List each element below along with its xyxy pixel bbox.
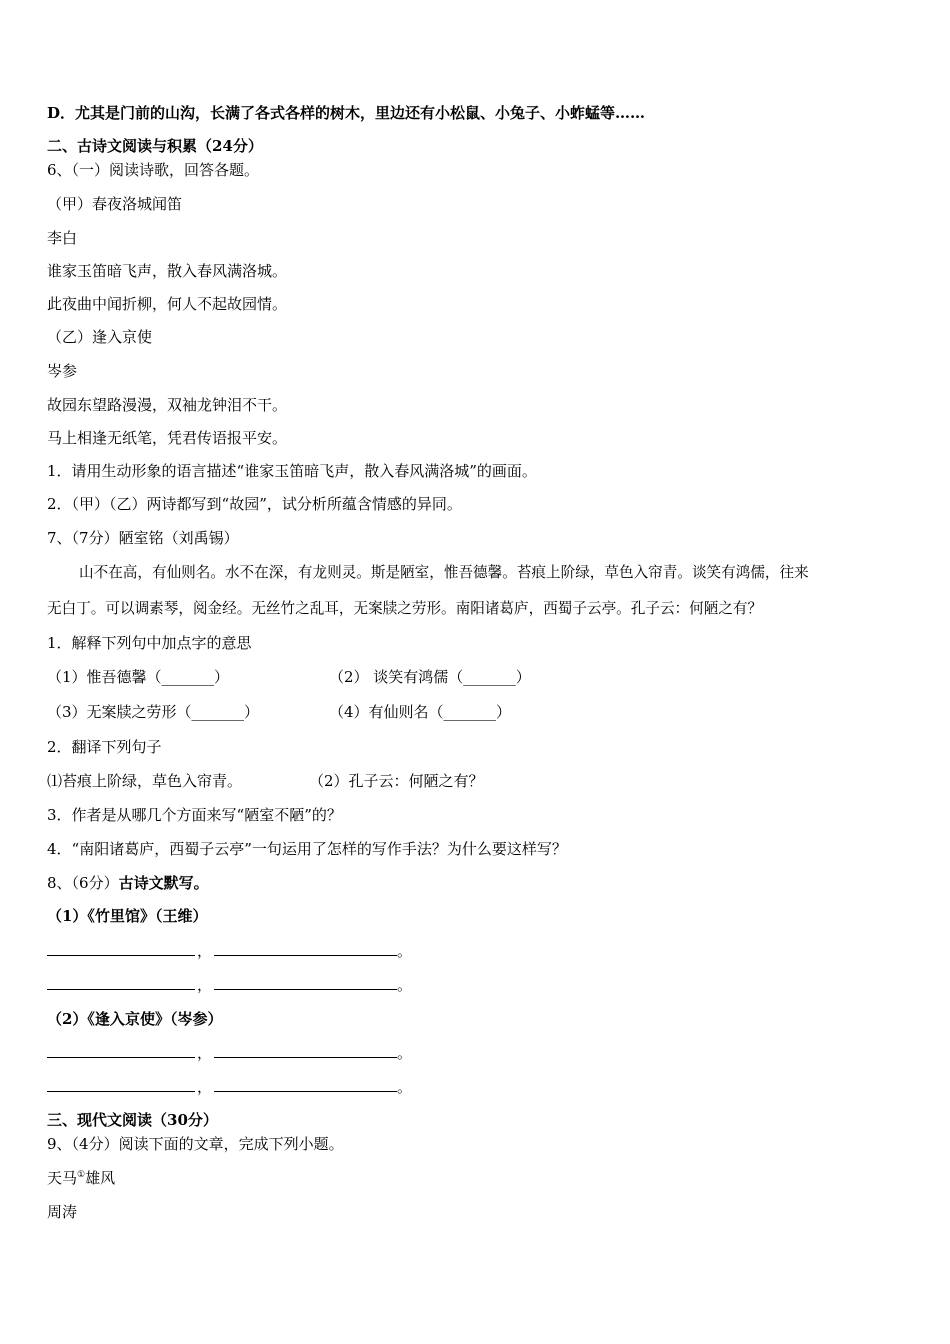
q7-q4: 4．“南阳诸葛庐，西蜀子云亭”一句运用了怎样的写作手法？为什么要这样写？	[47, 840, 567, 858]
q9-intro: 9、（4分）阅读下面的文章，完成下列小题。	[47, 1135, 344, 1153]
q7-intro: 7、（7分）陋室铭（刘禹锡）	[47, 529, 239, 547]
poem-a-author: 李白	[47, 229, 78, 247]
q8-part-2-blank-row-2	[47, 1077, 910, 1097]
answer-blank[interactable]	[47, 1045, 195, 1058]
answer-blank[interactable]	[47, 1079, 195, 1092]
q8-intro-prefix: 8、（6分）	[47, 874, 119, 892]
answer-blank[interactable]	[47, 977, 195, 990]
q7-q1-item-1: （1）惟吾德馨（_______）	[47, 668, 230, 686]
answer-blank[interactable]	[214, 1045, 397, 1058]
q6-question-2: 2．（甲）（乙）两诗都写到“故园”，试分析所蕴含情感的异同。	[47, 495, 462, 513]
period: 。	[397, 1078, 413, 1096]
poem-a-line-2: 此夜曲中闻折柳，何人不起故园情。	[47, 295, 288, 313]
q6-question-1: 1．请用生动形象的语言描述“谁家玉笛暗飞声，散入春风满洛城”的画面。	[47, 462, 537, 480]
q8-part-1-blank-row-1	[47, 941, 910, 961]
section3-title: 三、现代文阅读（30分）	[47, 1111, 218, 1129]
article-title-end: 雄风	[85, 1169, 116, 1187]
footnote-marker: ①	[77, 1170, 86, 1180]
q5-option-d: D．尤其是门前的山沟，长满了各式各样的树木，里边还有小松鼠、小兔子、小蚱蜢等……	[47, 104, 646, 122]
article-author: 周涛	[47, 1203, 78, 1221]
poem-a-title: （甲）春夜洛城闻笛	[47, 195, 183, 213]
period: 。	[397, 1044, 413, 1062]
comma: ，	[197, 942, 213, 960]
answer-blank[interactable]	[214, 1079, 397, 1092]
comma: ，	[197, 976, 213, 994]
q7-q1-item-4: （4）有仙则名（_______）	[329, 703, 512, 721]
q7-q1-item-2: （2） 谈笑有鸿儒（_______）	[329, 668, 531, 686]
article-title	[47, 1168, 910, 1188]
q7-q2: 2．翻译下列句子	[47, 738, 162, 756]
q7-q1: 1．解释下列句中加点字的意思	[47, 634, 252, 652]
q7-q1-item-3: （3）无案牍之劳形（_______）	[47, 703, 260, 721]
q8-intro	[47, 873, 910, 893]
period: 。	[397, 976, 413, 994]
poem-b-line-2: 马上相逢无纸笔，凭君传语报平安。	[47, 429, 288, 447]
period: 。	[397, 942, 413, 960]
q7-q1-row-1	[47, 667, 910, 687]
poem-b-line-1: 故园东望路漫漫，双袖龙钟泪不干。	[47, 396, 288, 414]
q7-q2-item-1: ⑴苔痕上阶绿，草色入帘青。	[47, 772, 243, 790]
q8-part-2-title: （2）《逢入京使》（岑参）	[47, 1010, 223, 1028]
answer-blank[interactable]	[47, 943, 195, 956]
q8-part-2-blank-row-1	[47, 1043, 910, 1063]
q7-q2-item-2: （2）孔子云：何陋之有？	[309, 772, 484, 790]
comma: ，	[197, 1044, 213, 1062]
q7-passage-line-2: 无白丁。可以调素琴，阅金经。无丝竹之乱耳，无案牍之劳形。南阳诸葛庐，西蜀子云亭。孔子云：何陋之有？	[47, 600, 763, 617]
poem-a-line-1: 谁家玉笛暗飞声，散入春风满洛城。	[47, 262, 288, 280]
q8-part-1-blank-row-2	[47, 975, 910, 995]
q7-q2-row	[47, 771, 910, 791]
poem-b-title: （乙）逢入京使	[47, 328, 153, 346]
article-title-main: 天马	[47, 1169, 78, 1187]
answer-blank[interactable]	[214, 977, 397, 990]
q7-q3: 3．作者是从哪几个方面来写“陋室不陋”的？	[47, 806, 342, 824]
q8-part-1-title: （1）《竹里馆》（王维）	[47, 907, 208, 925]
q6-intro: 6、（一）阅读诗歌，回答各题。	[47, 161, 260, 179]
comma: ，	[197, 1078, 213, 1096]
q8-intro-bold: 古诗文默写。	[118, 874, 209, 892]
section2-title: 二、古诗文阅读与积累（24分）	[47, 137, 263, 155]
q7-q1-row-2	[47, 702, 910, 722]
poem-b-author: 岑参	[47, 362, 78, 380]
answer-blank[interactable]	[214, 943, 397, 956]
q7-passage-line-1: 山不在高，有仙则名。水不在深，有龙则灵。斯是陋室，惟吾德馨。苔痕上阶绿，草色入帘青。谈笑有鸿儒，往来	[79, 564, 809, 581]
